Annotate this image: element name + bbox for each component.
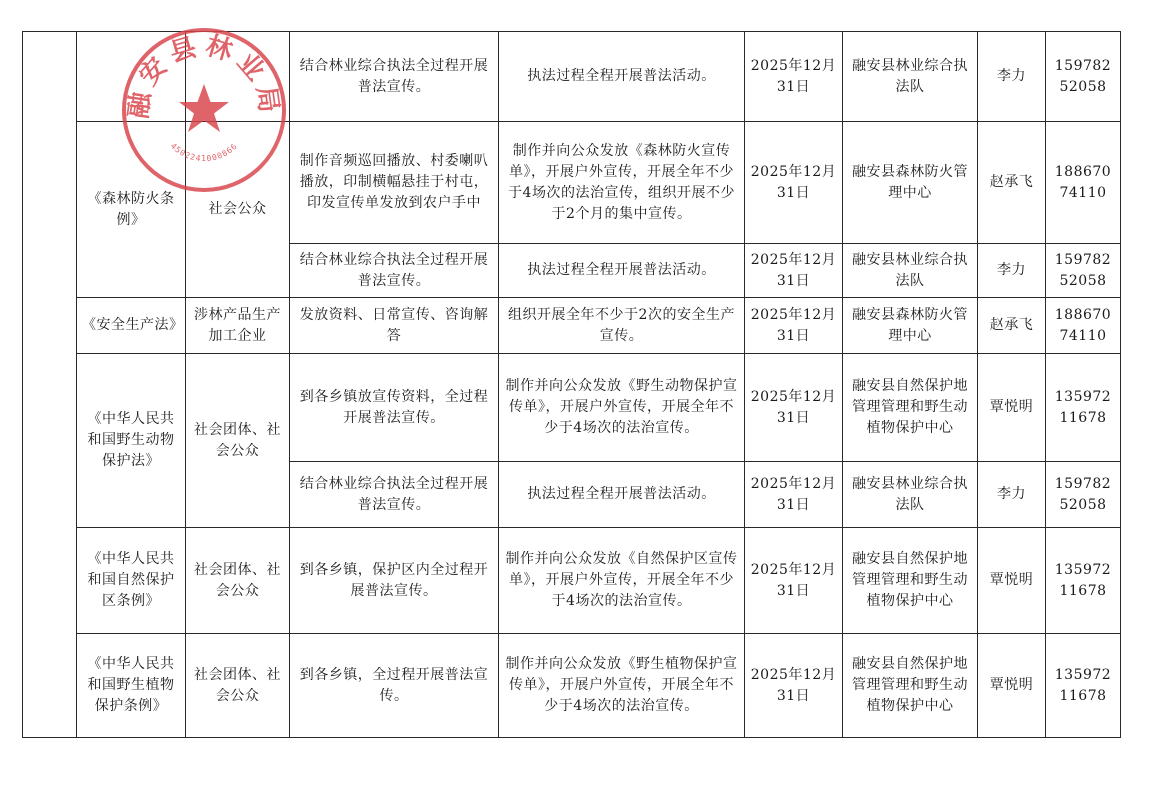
content-cell: 组织开展全年不少于2次的安全生产宣传。 [499,298,745,354]
deadline-cell: 2025年12月31日 [745,528,843,634]
responsible-unit-cell: 融安县森林防火管理中心 [843,122,978,244]
law-name-cell: 《中华人民共和国自然保护区条例》 [77,528,186,634]
deadline-cell: 2025年12月31日 [745,462,843,528]
responsible-unit-cell: 融安县林业综合执法队 [843,244,978,298]
responsible-unit-cell: 融安县森林防火管理中心 [843,298,978,354]
method-cell: 结合林业综合执法全过程开展普法宣传。 [290,32,499,122]
deadline-cell: 2025年12月31日 [745,32,843,122]
responsible-unit-cell: 融安县自然保护地管理管理和野生动植物保护中心 [843,634,978,738]
law-name-cell: 《中华人民共和国野生动物保护法》 [77,354,186,528]
responsible-person-cell: 覃悦明 [978,528,1046,634]
method-cell: 到各乡镇，全过程开展普法宣传。 [290,634,499,738]
responsible-person-cell: 赵承飞 [978,122,1046,244]
content-cell: 制作并向公众发放《森林防火宣传单》，开展户外宣传，开展全年不少于4场次的法治宣传，组织开展不少于2个月的集中宣传。 [499,122,745,244]
phone-cell: 15978252058 [1046,32,1121,122]
method-cell: 发放资料、日常宣传、咨询解答 [290,298,499,354]
phone-cell: 18867074110 [1046,298,1121,354]
content-cell: 执法过程全程开展普法活动。 [499,244,745,298]
content-cell: 执法过程全程开展普法活动。 [499,32,745,122]
responsible-unit-cell: 融安县自然保护地管理管理和野生动植物保护中心 [843,354,978,462]
method-cell: 结合林业综合执法全过程开展普法宣传。 [290,244,499,298]
responsible-person-cell: 李力 [978,244,1046,298]
law-name-cell: 《中华人民共和国野生植物保护条例》 [77,634,186,738]
phone-cell: 13597211678 [1046,354,1121,462]
responsible-person-cell: 李力 [978,462,1046,528]
responsible-person-cell: 覃悦明 [978,634,1046,738]
responsible-person-cell: 李力 [978,32,1046,122]
target-audience-cell [186,32,290,122]
serial-column-cell [23,32,77,738]
law-name-cell [77,32,186,122]
phone-cell: 15978252058 [1046,462,1121,528]
responsible-person-cell: 赵承飞 [978,298,1046,354]
phone-cell: 18867074110 [1046,122,1121,244]
table-row [23,298,1121,354]
method-cell: 到各乡镇放宣传资料，全过程开展普法宣传。 [290,354,499,462]
deadline-cell: 2025年12月31日 [745,634,843,738]
content-cell: 执法过程全程开展普法活动。 [499,462,745,528]
deadline-cell: 2025年12月31日 [745,354,843,462]
law-publicity-table [22,31,1121,738]
phone-cell: 15978252058 [1046,244,1121,298]
phone-cell: 13597211678 [1046,634,1121,738]
method-cell: 到各乡镇，保护区内全过程开展普法宣传。 [290,528,499,634]
table-row [23,122,1121,244]
responsible-unit-cell: 融安县林业综合执法队 [843,32,978,122]
phone-cell: 13597211678 [1046,528,1121,634]
table-row [23,32,1121,122]
deadline-cell: 2025年12月31日 [745,244,843,298]
responsible-unit-cell: 融安县自然保护地管理管理和野生动植物保护中心 [843,528,978,634]
seal-code: 4502241000866 [168,141,240,164]
target-audience-cell: 社会团体、社会公众 [186,528,290,634]
content-cell: 制作并向公众发放《自然保护区宣传单》，开展户外宣传，开展全年不少于4场次的法治宣传。 [499,528,745,634]
deadline-cell: 2025年12月31日 [745,298,843,354]
content-cell: 制作并向公众发放《野生植物保护宣传单》，开展户外宣传，开展全年不少于4场次的法治宣传。 [499,634,745,738]
law-name-cell: 《安全生产法》 [77,298,186,354]
target-audience-cell: 涉林产品生产加工企业 [186,298,290,354]
deadline-cell: 2025年12月31日 [745,122,843,244]
table-row [23,634,1121,738]
method-cell: 结合林业综合执法全过程开展普法宣传。 [290,462,499,528]
responsible-person-cell: 覃悦明 [978,354,1046,462]
responsible-unit-cell: 融安县林业综合执法队 [843,462,978,528]
table-row [23,354,1121,462]
law-name-cell: 《森林防火条例》 [77,122,186,298]
method-cell: 制作音频巡回播放、村委喇叭播放，印制横幅悬挂于村屯，印发宣传单发放到农户手中 [290,122,499,244]
target-audience-cell: 社会公众 [186,122,290,298]
target-audience-cell: 社会团体、社会公众 [186,354,290,528]
table-row [23,528,1121,634]
seal-text: 融安县林业局 [123,30,285,121]
content-cell: 制作并向公众发放《野生动物保护宣传单》，开展户外宣传，开展全年不少于4场次的法治宣传。 [499,354,745,462]
target-audience-cell: 社会团体、社会公众 [186,634,290,738]
